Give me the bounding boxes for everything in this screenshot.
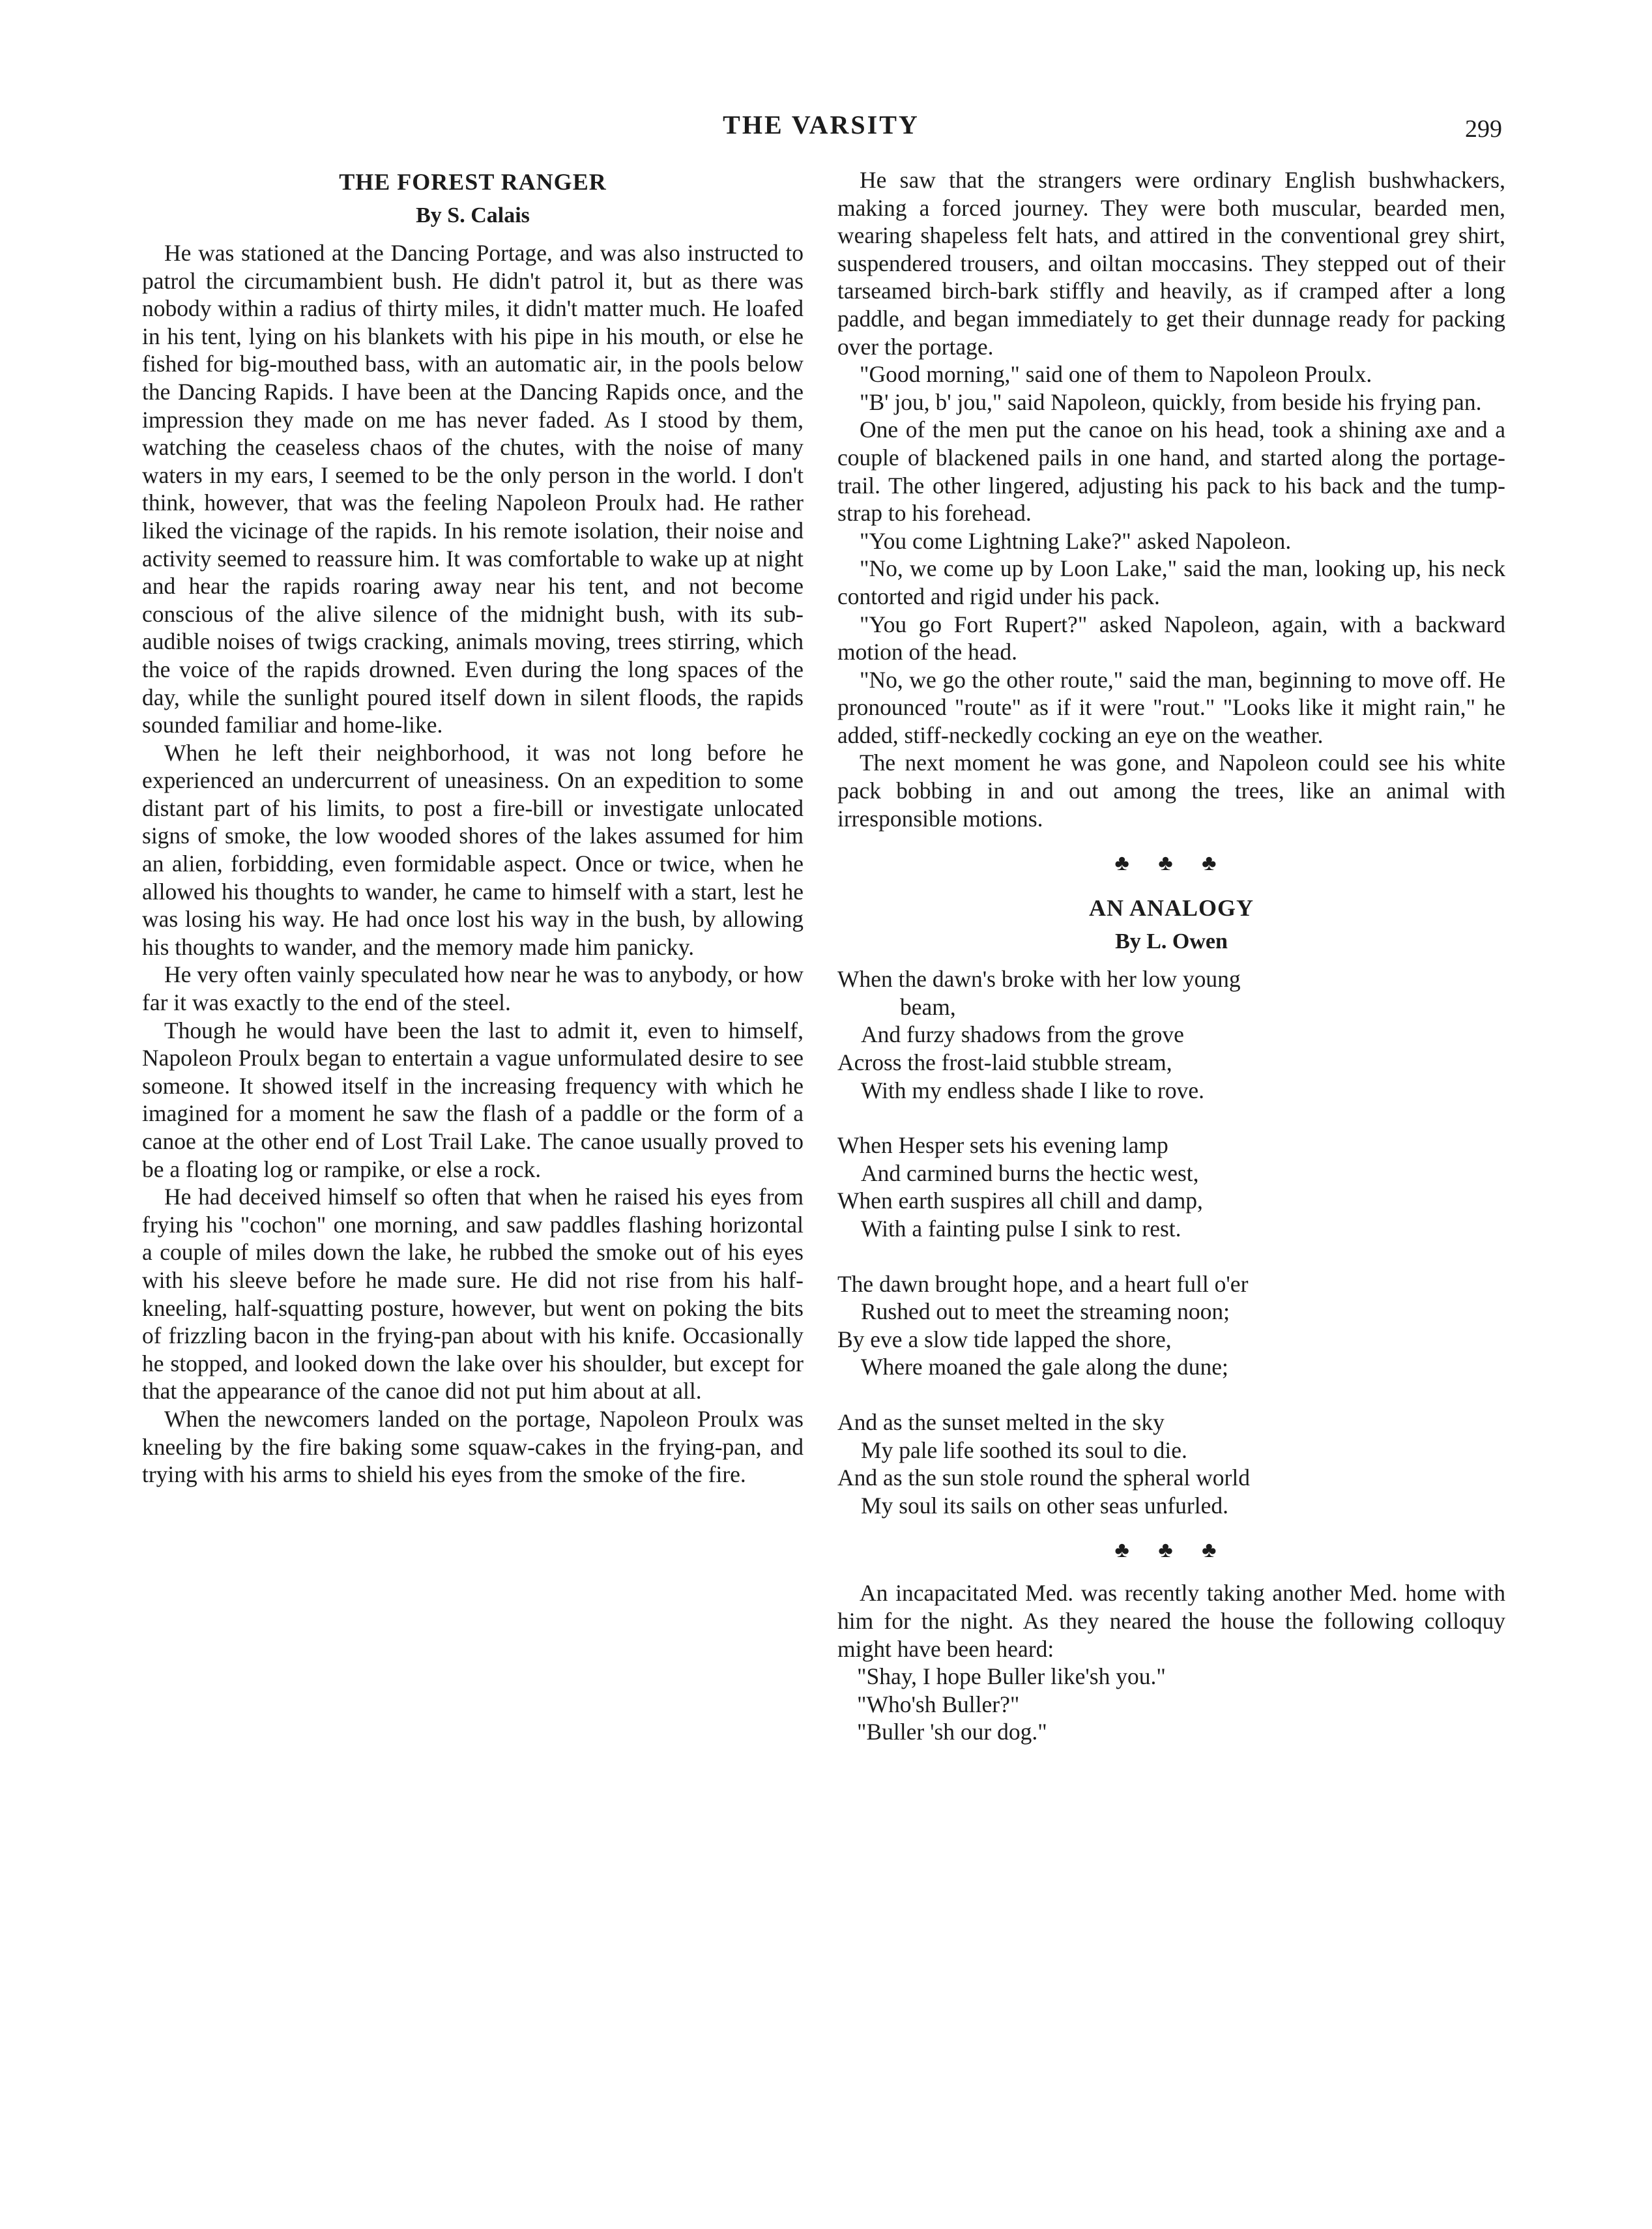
poem-line: beam, [900,993,956,1020]
poem-stanza [837,1131,1505,1242]
poem-stanza [837,1408,1505,1519]
paragraph: "No, we go the other route," said the man, beginning to move off. He pronounced "route" as if it were "rout." "Looks like it might rain," he added, stiff-neckedly cocking an eye on the weather. [837,666,1505,748]
poem-line: And furzy shadows from the grove [861,1021,1184,1048]
poem-line: With a fainting pulse I sink to rest. [861,1216,1181,1242]
paragraph: Though he would have been the last to admit it, even to himself, Napoleon Proulx began to entertain a vague unformulated desire to see someone. It showed itself in the increasing frequency with which he imagined for a moment he saw the flash of a paddle or the form of a canoe at the other end of Lost Trail Lake. The canoe usually proved to be a floating log or rampike, or else a rock. [142,1017,804,1182]
running-title: THE VARSITY [723,110,920,139]
poem-line: When earth suspires all chill and damp, [837,1187,1203,1214]
poem-line: The dawn brought hope, and a heart full o'er [837,1270,1249,1297]
poem-line: With my endless shade I like to rove. [861,1077,1205,1103]
article-byline: By S. Calais [416,203,530,227]
dialogue-line: "Who'sh Buller?" [857,1691,1020,1717]
poem-line: And as the sun stole round the spheral world [837,1464,1250,1491]
poem-line: Rushed out to meet the streaming noon; [861,1298,1230,1325]
poem-line: Where moaned the gale along the dune; [861,1354,1228,1380]
paragraph: He was stationed at the Dancing Portage, and was also instructed to patrol the circumambient bush. He didn't patrol it, but as there was nobody within a radius of thirty miles, it didn't matter much. He loafed in his tent, lying on his blankets with his pipe in his mouth, or else he fished for big-mouthed bass, with an automatic air, in the pools below the Dancing Rapids. I have been at the Dancing Rapids once, and the impression they made on me has never faded. As I stood by them, watching the ceaseless chaos of the chutes, with the noise of many waters in my ears, I seemed to be the only person in the world. I don't think, however, that was the feeling Napoleon Proulx had. He rather liked the vicinage of the rapids. In his remote isolation, their noise and activity seemed to reassure him. It was comfortable to wake up at night and hear the rapids roaring away near his tent, and not become conscious of the alive silence of the midnight bush, with its sub-audible noises of twigs cracking, animals moving, trees stirring, which the voice of the rapids drowned. Even during the long spaces of the day, while the sunlight poured itself down in silent floods, the rapids sounded familiar and home-like. [142,240,804,738]
paragraph: "No, we come up by Loon Lake," said the man, looking up, his neck contorted and rigid under his pack. [837,555,1505,609]
poem-line: And as the sunset melted in the sky [837,1408,1165,1435]
poem-line: My pale life soothed its soul to die. [861,1436,1187,1463]
club-ornament-divider: ♣ ♣ ♣ [1114,1538,1228,1563]
poem-byline: By L. Owen [1115,929,1228,954]
paragraph: When he left their neighborhood, it was not long before he experienced an undercurrent of uneasiness. On an expedition to some distant part of his limits, to post a fire-bill or investigate unlocated signs of smoke, the low wooded shores of the lakes assumed for him an alien, forbidding, even formidable aspect. Once or twice, when he allowed his thoughts to wander, he came to himself with a start, lest he was losing his way. He had once lost his way in the bush, by allowing his thoughts to wander, and the memory made him panicky. [142,739,804,960]
paragraph: "You go Fort Rupert?" asked Napoleon, again, with a backward motion of the head. [837,611,1505,665]
paragraph: He very often vainly speculated how near he was to anybody, or how far it was exactly to the end of the steel. [142,961,804,1016]
poem-line: When Hesper sets his evening lamp [837,1132,1168,1159]
paragraph: One of the men put the canoe on his head, took a shining axe and a couple of blackened pails in one hand, and started along the portage-trail. The other lingered, adjusting his pack to his back and the tump-strap to his forehead. [837,416,1505,527]
poem-title: AN ANALOGY [1088,895,1254,922]
paragraph: "You come Lightning Lake?" asked Napoleon. [860,527,1292,554]
paragraph: He had deceived himself so often that when he raised his eyes from frying his "cochon" one morning, and saw paddles flashing horizontal a couple of miles down the lake, he rubbed the smoke out of his eyes with his sleeve before he made sure. He did not rise from his half-kneeling, half-squatting posture, however, but went on poking the bits of frizzling bacon in the frying-pan about with his knife. Occasionally he stopped, and looked down the lake over his shoulder, but except for that the appearance of the canoe did not put him about at all. [142,1184,804,1405]
poem-stanza [837,1270,1505,1381]
paragraph: He saw that the strangers were ordinary English bushwhackers, making a forced journey. They were both muscular, bearded men, wearing shapeless felt hats, and attired in the conventional grey shirt, suspendered trousers, and oiltan moccasins. They stepped out of their tarseamed birch-bark stiffly and heavily, as if cramped after a long paddle, and began immediately to get their dunnage ready for packing over the portage. [837,167,1505,360]
dialogue-line: "Buller 'sh our dog." [857,1719,1047,1745]
paragraph: "B' jou, b' jou," said Napoleon, quickly, from beside his frying pan. [860,388,1482,415]
paragraph: The next moment he was gone, and Napoleon could see his white pack bobbing in and out among the trees, like an animal with irresponsible motions. [837,750,1505,832]
paragraph: When the newcomers landed on the portage, Napoleon Proulx was kneeling by the fire baking some squaw-cakes in the frying-pan, and trying with his arms to shield his eyes from the smoke of the fire. [142,1405,804,1488]
left-column [142,166,804,1489]
poem-line: Across the frost-laid stubble stream, [837,1049,1172,1076]
dialogue-line: "Shay, I hope Buller like'sh you." [857,1663,1166,1690]
article-title: THE FOREST RANGER [339,169,607,195]
club-ornament-divider: ♣ ♣ ♣ [1114,851,1228,876]
poem-line: My soul its sails on other seas unfurled. [861,1492,1228,1519]
poem-line: When the dawn's broke with her low young [837,966,1241,993]
page-number: 299 [1465,115,1502,143]
poem [837,965,1505,1519]
poem-line: By eve a slow tide lapped the shore, [837,1326,1172,1352]
poem-line: And carmined burns the hectic west, [861,1159,1199,1186]
anecdote-paragraph: An incapacitated Med. was recently taking another Med. home with him for the night. As they neared the house the following colloquy might have been heard: [837,1580,1505,1662]
poem-stanza [837,965,1505,1104]
paragraph: "Good morning," said one of them to Napoleon Proulx. [860,361,1372,388]
right-column [837,166,1505,1746]
